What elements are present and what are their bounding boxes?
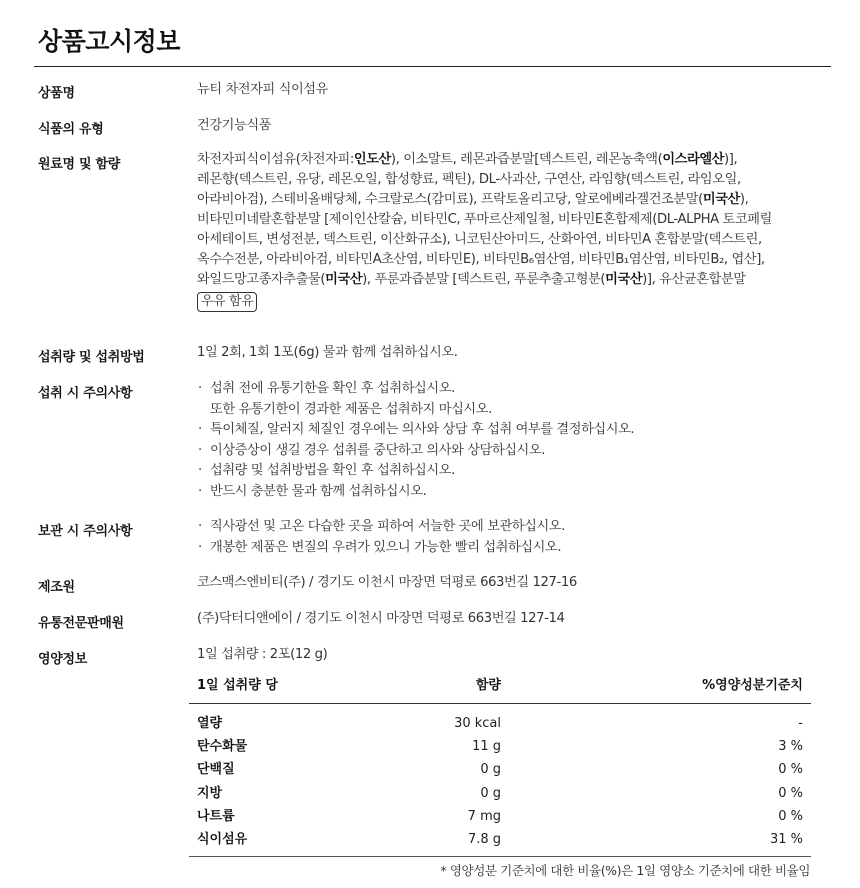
distributor-label: 유통전문판매원 [38, 616, 124, 631]
list-item [197, 482, 634, 503]
ingredients-line [197, 150, 772, 170]
table-row [189, 735, 811, 758]
manufacturer-value: 코스맥스엔비티(주) / 경기도 이천시 마장면 덕평로 663번길 127-16 [197, 575, 577, 590]
ingredients-value [197, 150, 772, 312]
storage-list [197, 517, 565, 558]
ingredient-text: 와일드망고종자추출물( [197, 272, 326, 287]
nutrient-name: 단백질 [197, 762, 235, 778]
list-item-text: 반드시 충분한 물과 함께 섭취하십시오. [210, 483, 427, 499]
list-item [197, 461, 634, 482]
nutrient-amount: 7.8 g [467, 831, 501, 847]
list-item [197, 379, 634, 420]
nutrient-daily-value: 0 % [778, 762, 803, 778]
ingredient-text: )], [724, 152, 738, 167]
cautions-list [197, 379, 634, 502]
nutrient-name: 나트륨 [197, 808, 235, 824]
ingredients-line [197, 170, 772, 190]
product-name-label: 상품명 [38, 86, 75, 101]
ingredients-label: 원료명 및 함량 [38, 157, 120, 172]
nutrition-table-header [189, 670, 811, 704]
ingredient-text: 아세테이트, 변성전분, 덱스트린, 이산화규소), 니코틴산아미드, 산화아연, 비타민A 혼합분말(덱스트린, [197, 232, 762, 247]
ingredients-lines [197, 150, 772, 290]
nutrient-amount: 7 mg [467, 808, 501, 824]
list-item [197, 538, 565, 559]
ingredients-line [197, 270, 772, 290]
product-name-value: 뉴티 차전자피 식이섬유 [197, 82, 328, 97]
ingredient-origin: 미국산 [702, 192, 740, 207]
list-item-text: 섭취 전에 유통기한을 확인 후 섭취하십시오. [210, 381, 455, 396]
nutrient-name: 열량 [197, 716, 223, 731]
page-title: 상품고시정보 [38, 27, 180, 56]
list-item-text: 특이체질, 알러지 체질인 경우에는 의사와 상담 후 섭취 여부를 결정하십시오. [210, 422, 635, 437]
nutrient-amount: 11 g [472, 739, 501, 755]
ingredient-text: 차전자피식이섬유(차전자피: [197, 152, 354, 167]
list-item-text: 이상증상이 생길 경우 섭취를 중단하고 의사와 상담하십시오. [210, 442, 546, 458]
ingredient-origin: 미국산 [325, 272, 363, 287]
list-item-text: 직사광선 및 고온 다습한 곳을 피하여 서늘한 곳에 보관하십시오. [210, 519, 565, 534]
storage-list-wrap [197, 517, 565, 558]
list-item [197, 441, 634, 462]
list-item-subtext: 또한 유통기한이 경과한 제품은 섭취하지 마십시오. [210, 401, 492, 417]
list-item [197, 420, 634, 441]
nutrient-daily-value: 31 % [769, 831, 803, 847]
nutrient-daily-value: 3 % [778, 739, 803, 755]
nutrition-serving: 1일 섭취량 : 2포(12 g) [197, 647, 328, 662]
ingredients-line [197, 250, 772, 270]
ingredient-text: ), 푸룬과즙분말 [덱스트린, 푸룬추출고형분( [362, 272, 606, 287]
title-divider [34, 66, 831, 67]
nutrient-name: 탄수화물 [197, 739, 248, 755]
nutrient-amount: 30 kcal [454, 716, 501, 731]
ingredient-text: )], 유산균혼합분말 [642, 272, 746, 287]
nutrition-label: 영양정보 [38, 652, 88, 667]
list-item [197, 517, 565, 538]
ingredient-text: ), 이소말트, 레몬과즙분말[덱스트린, 레몬농축액( [390, 152, 663, 167]
distributor-value: (주)닥터디앤에이 / 경기도 이천시 마장면 덕평로 663번길 127-14 [197, 611, 565, 626]
nutrient-name: 지방 [197, 785, 223, 801]
table-row [189, 758, 811, 781]
header-daily-value: %영양성분기준치 [702, 678, 803, 693]
nutrient-daily-value: 0 % [778, 808, 803, 824]
table-row [189, 828, 811, 851]
table-row [189, 805, 811, 828]
table-row [189, 712, 811, 735]
allergen-badge: 우유 함유 [197, 292, 257, 312]
food-type-value: 건강기능식품 [197, 118, 272, 133]
ingredient-text: ), [739, 192, 749, 207]
nutrition-footnote: * 영양성분 기준치에 대한 비율(%)은 1일 영양소 기준치에 대한 비율임 [440, 863, 810, 878]
list-item-text: 개봉한 제품은 변질의 우려가 있으니 가능한 빨리 섭취하십시오. [210, 539, 562, 555]
ingredient-origin: 이스라엘산 [662, 152, 725, 167]
nutrition-table-body [189, 704, 811, 857]
cautions-list-wrap [197, 379, 634, 502]
ingredient-text: 레몬향(덱스트린, 유당, 레몬오일, 합성향료, 펙틴), DL-사과산, 구연산, 라임향(덱스트린, 라임오일, [197, 172, 741, 187]
nutrient-daily-value: - [798, 716, 803, 731]
ingredient-origin: 인도산 [353, 152, 391, 167]
header-per-serving: 1일 섭취량 당 [197, 678, 278, 693]
ingredients-line [197, 190, 772, 210]
ingredient-text: 아라비아검), 스테비올배당체, 수크랄로스(감미료), 프락토올리고당, 알로에베라겔건조분말( [197, 192, 703, 207]
nutrient-daily-value: 0 % [778, 785, 803, 801]
nutrient-amount: 0 g [480, 762, 501, 778]
nutrient-name: 식이섬유 [197, 831, 248, 847]
cautions-label: 섭취 시 주의사항 [38, 386, 133, 401]
ingredient-text: 옥수수전분, 아라비아검, 비타민A초산염, 비타민E), 비타민B₆염산염, 비타민B₁염산염, 비타민B₂, 엽산], [197, 252, 765, 267]
table-row [189, 782, 811, 805]
storage-label: 보관 시 주의사항 [38, 524, 133, 539]
nutrient-amount: 0 g [480, 785, 501, 801]
intake-value: 1일 2회, 1회 1포(6g) 물과 함께 섭취하십시오. [197, 345, 458, 360]
intake-label: 섭취량 및 섭취방법 [38, 350, 145, 365]
ingredients-line [197, 210, 772, 230]
nutrition-table [189, 670, 811, 857]
ingredient-text: 비타민미네랄혼합분말 [제이인산칼슘, 비타민C, 푸마르산제일철, 비타민E혼합제제(DL-ALPHA 토코페릴 [197, 212, 772, 227]
ingredients-line [197, 230, 772, 250]
header-amount: 함량 [475, 678, 501, 693]
ingredient-origin: 미국산 [605, 272, 643, 287]
food-type-label: 식품의 유형 [38, 122, 104, 137]
list-item-text: 섭취량 및 섭취방법을 확인 후 섭취하십시오. [210, 463, 455, 478]
manufacturer-label: 제조원 [38, 580, 75, 595]
